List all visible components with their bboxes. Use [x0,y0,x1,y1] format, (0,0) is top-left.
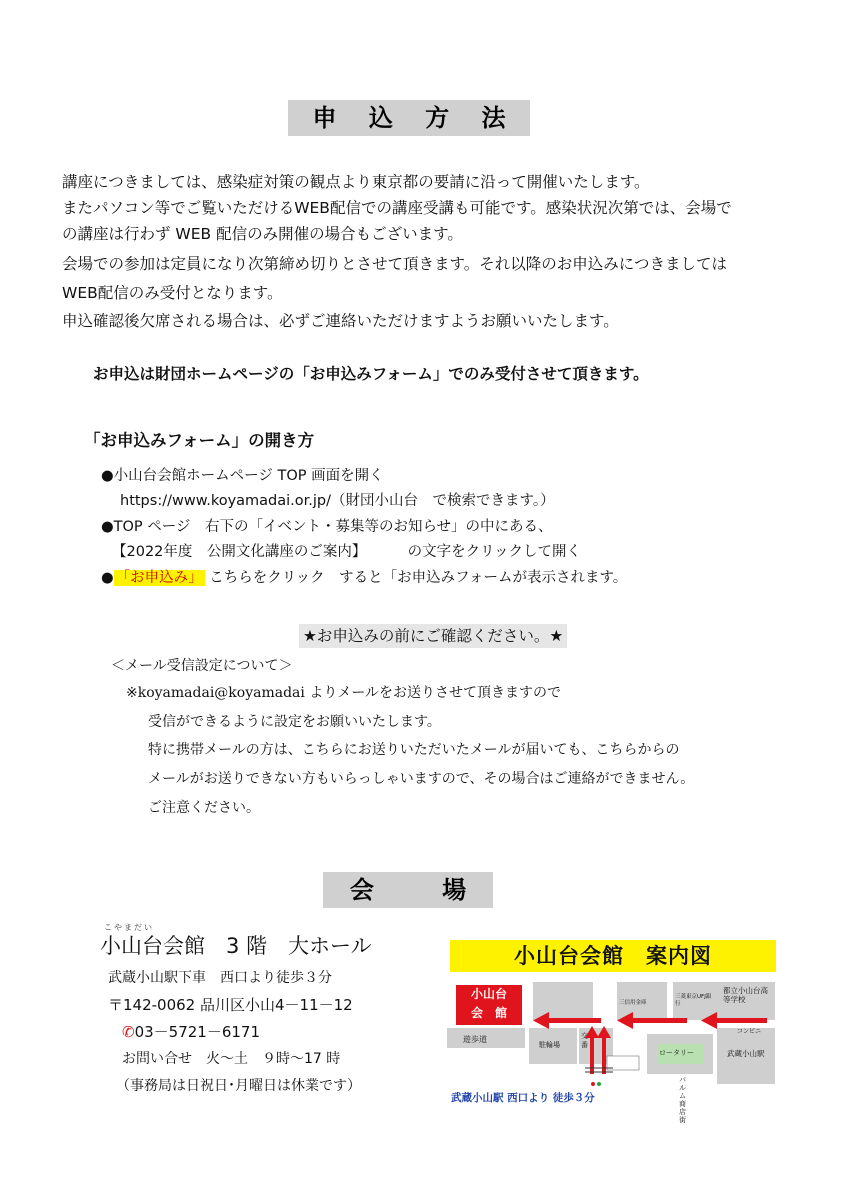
guide-item-3-text: こちらをクリック すると「お申込みフォームが表示されます。 [204,570,628,586]
venue-map [447,938,779,1124]
map-label-ufj: 三菱東京UFJ銀行 [675,994,712,1007]
venue-hours: お問い合せ 火～土 ９時～17 時 [122,1051,341,1067]
map-label-school: 都立小山台高等学校 [723,986,768,1004]
map-label-sanshin: 三信用金庫 [619,1000,647,1006]
venue-phone [122,1022,260,1042]
paragraph-line: 講座につきましては、感染症対策の観点より東京都の要請に沿って開催いたします。 [62,173,650,191]
bullet: ● [101,570,114,586]
venue-closed: （事務局は日祝日･月曜日は休業です） [116,1078,361,1094]
heading-char: 場 [442,876,467,904]
heading-char: 会 [349,876,374,904]
notice-line: お申込は財団ホームページの「お申込みフォーム」でのみ受付させて頂きます。 [93,365,649,383]
map-title: 小山台会館 案内図 [450,940,776,972]
map-label-rotary: ロータリー [659,1049,694,1057]
form-guide-title: 「お申込みフォーム」の開き方 [84,431,315,450]
paragraph-line: の講座は行わず WEB 配信のみ開催の場合もございます。 [62,225,463,243]
guide-item-2: ●TOP ページ 右下の「イベント・募集等のお知らせ」の中にある、 [101,519,553,535]
guide-item-1: ●小山台会館ホームページ TOP 画面を開く [101,468,384,484]
map-building-label-1: 小山台 [470,987,507,1001]
paragraph-line: 会場での参加は定員になり次第締め切りとさせて頂きます。それ以降のお申込みにつきましては [62,255,727,273]
map-building-label-2: 会 館 [470,1006,507,1020]
heading-char: 申 [312,104,337,132]
map-building-label [455,984,523,1026]
map-label-koban: 交番 [581,1032,588,1049]
announcement-link[interactable]: 【2022年度 公開文化講座のご案内】 [112,544,367,560]
confirm-title: ★お申込みの前にご確認ください。★ [299,624,567,648]
venue-address: 〒142-0062 品川区小山4－11－12 [108,996,353,1014]
paragraph-line: WEB配信のみ受付となります。 [62,284,283,302]
venue-name: 小山台会館 3 階 大ホール [100,934,372,958]
guide-item-2-sub-text: の文字をクリックして開く [407,544,582,560]
heading-char: 法 [481,104,506,132]
map-label-conveni: コンビニ [737,1028,762,1035]
mail-note-line: 特に携帯メールの方は、こちらにお送りいただいたメールが届いても、こちらからの [148,742,680,758]
venue-phone-number[interactable]: 03－5721－6171 [134,1023,261,1041]
map-label-station: 武蔵小山駅 [727,1049,765,1058]
paragraph-line: 申込確認後欠席される場合は、必ずご連絡いただけますようお願いいたします。 [62,312,619,330]
map-label-parking: 駐輪場 [539,1041,560,1049]
map-label-parm: パルム商店街 [679,1076,686,1124]
map-caption: 武蔵小山駅 西口より 徒歩３分 [451,1092,595,1104]
mail-note-line: ※koyamadai@koyamadai よりメールをお送りさせて頂きますので [126,685,562,701]
guide-item-1-url[interactable]: https://www.koyamadai.or.jp/（財団小山台 で検索できます。） [120,493,555,509]
heading-char: 込 [368,104,393,132]
map-label-path: 遊歩道 [463,1035,487,1044]
apply-link[interactable]: 「お申込み」 [115,570,203,586]
phone-icon: ✆ [122,1023,135,1041]
mail-settings-subtitle: ＜メール受信設定について＞ [111,658,293,674]
mail-note-line: ご注意ください。 [148,800,260,816]
mail-note-line: 受信ができるように設定をお願いいたします。 [148,714,441,730]
guide-item-3 [101,568,627,588]
guide-item-2-sub [112,542,581,562]
venue-ruby: こやまだい [104,923,154,932]
heading-char: 方 [425,104,450,132]
venue-access: 武蔵小山駅下車 西口より徒歩３分 [108,970,332,986]
section-heading-application [288,100,530,136]
mail-note-line: メールがお送りできない方もいらっしゃいますので、その場合はご連絡ができません。 [148,771,695,787]
paragraph-line: またパソコン等でご覧いただけるWEB配信での講座受講も可能です。感染状況次第では、会場で [62,199,732,217]
section-heading-venue [323,872,493,908]
